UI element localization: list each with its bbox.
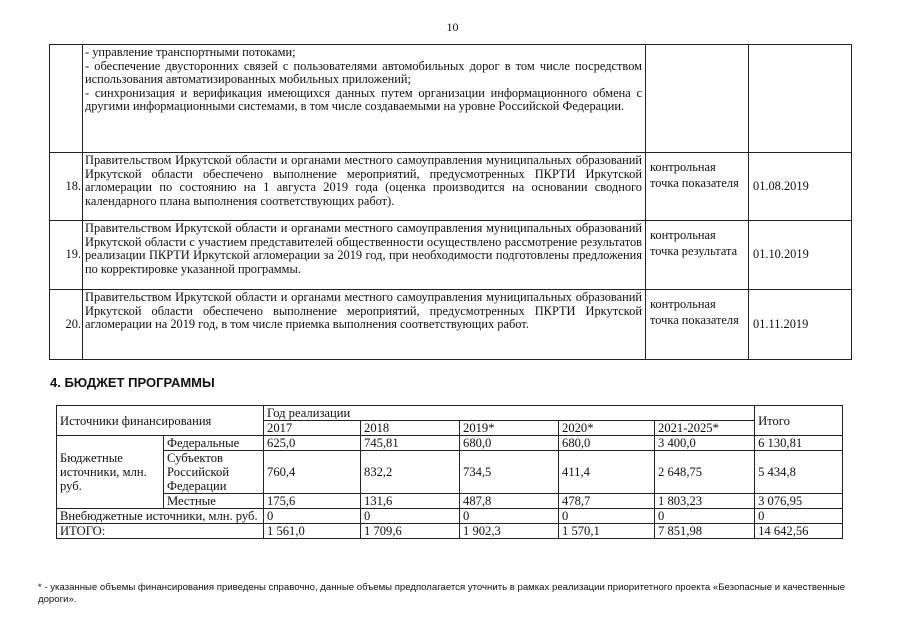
value-cell: 487,8 <box>460 494 559 509</box>
table-row <box>57 509 843 524</box>
row-description: Правительством Иркутской области и органами местного самоуправления муниципальных образований Иркутской области обеспечено выполнение мероприятий, предусмотренных ПКРТИ Иркутской агломерации на 2019 год, в том числе приемка выполнения соответствующих работ. <box>83 290 646 360</box>
table-row <box>57 494 843 509</box>
value-cell: 1 803,23 <box>655 494 755 509</box>
value-cell: 411,4 <box>559 451 655 494</box>
value-cell: 0 <box>361 509 460 524</box>
table-row <box>50 290 852 360</box>
continuation-cell <box>83 45 646 153</box>
value-cell: 760,4 <box>264 451 361 494</box>
value-cell: 0 <box>264 509 361 524</box>
value-cell: 478,7 <box>559 494 655 509</box>
budget-group-label: Бюджетные источники, млн. руб. <box>57 436 164 509</box>
budget-table <box>56 405 843 539</box>
year-header: Год реализации <box>264 406 755 421</box>
total-cell: 14 642,56 <box>755 524 843 539</box>
value-cell: 734,5 <box>460 451 559 494</box>
row-type: контрольная точка результата <box>646 221 749 290</box>
total-cell: 0 <box>755 509 843 524</box>
total-cell: 3 076,95 <box>755 494 843 509</box>
value-cell: 625,0 <box>264 436 361 451</box>
value-cell: 1 902,3 <box>460 524 559 539</box>
row-description: Правительством Иркутской области и органами местного самоуправления муниципальных образований Иркутской области с участием представителей общественности осуществлено рассмотрение результатов реализации ПКРТИ Иркутской агломерации за 2019 год, при необходимости подготовлены предложения по корректировке указанной программы. <box>83 221 646 290</box>
value-cell: 832,2 <box>361 451 460 494</box>
row-label: ИТОГО: <box>57 524 264 539</box>
value-cell: 0 <box>460 509 559 524</box>
value-cell: 680,0 <box>559 436 655 451</box>
value-cell: 2 648,75 <box>655 451 755 494</box>
row-date: 01.11.2019 <box>749 290 852 360</box>
year-cell: 2021-2025* <box>655 421 755 436</box>
year-cell: 2019* <box>460 421 559 436</box>
table-row <box>50 153 852 221</box>
list-item: - синхронизация и верификация имеющихся данных путем организации информационного обмена с другими информационными системами, в том числе создаваемыми на уровне Российской Федерации. <box>85 85 642 114</box>
section-title: 4. БЮДЖЕТ ПРОГРАММЫ <box>50 375 215 390</box>
list-item: - обеспечение двусторонних связей с пользователями автомобильных дорог в том числе посредством использования автоматизированных мобильных приложений; <box>85 58 642 87</box>
row-label: Федеральные <box>164 436 264 451</box>
value-cell: 1 561,0 <box>264 524 361 539</box>
value-cell: 1 570,1 <box>559 524 655 539</box>
table-row <box>50 221 852 290</box>
row-type: контрольная точка показателя <box>646 153 749 221</box>
year-cell: 2020* <box>559 421 655 436</box>
row-date: 01.08.2019 <box>749 153 852 221</box>
value-cell: 3 400,0 <box>655 436 755 451</box>
value-cell: 0 <box>655 509 755 524</box>
value-cell: 175,6 <box>264 494 361 509</box>
year-cell: 2018 <box>361 421 460 436</box>
value-cell: 745,81 <box>361 436 460 451</box>
value-cell: 680,0 <box>460 436 559 451</box>
sources-header: Источники финансирования <box>57 406 264 436</box>
row-label: Местные <box>164 494 264 509</box>
total-cell: 5 434,8 <box>755 451 843 494</box>
value-cell: 7 851,98 <box>655 524 755 539</box>
row-number: 20. <box>50 290 83 360</box>
value-cell: 1 709,6 <box>361 524 460 539</box>
total-header: Итого <box>755 406 843 436</box>
page-number: 10 <box>446 20 459 34</box>
table-row <box>57 524 843 539</box>
table-row <box>57 436 843 451</box>
value-cell: 0 <box>559 509 655 524</box>
row-number: 18. <box>50 153 83 221</box>
row-number: 19. <box>50 221 83 290</box>
total-cell: 6 130,81 <box>755 436 843 451</box>
tasks-table <box>49 44 852 360</box>
table-row <box>50 45 852 153</box>
list-item: - управление транспортными потоками; <box>85 45 296 59</box>
row-label: Субъектов Российской Федерации <box>164 451 264 494</box>
row-type: контрольная точка показателя <box>646 290 749 360</box>
year-cell: 2017 <box>264 421 361 436</box>
row-description: Правительством Иркутской области и органами местного самоуправления муниципальных образований Иркутской области обеспечено выполнение мероприятий, предусмотренных ПКРТИ Иркутской агломерации по состоянию на 1 августа 2019 года (оценка производится на основании сводного календарного плана выполнения соответствующих работ). <box>83 153 646 221</box>
table-row <box>57 406 843 421</box>
table-row <box>57 451 843 494</box>
row-date: 01.10.2019 <box>749 221 852 290</box>
value-cell: 131,6 <box>361 494 460 509</box>
footnote: * - указанные объемы финансирования приведены справочно, данные объемы предполагается уточнить в рамках реализации приоритетного проекта «Безопасные и качественные дороги». <box>38 582 846 605</box>
row-label: Внебюджетные источники, млн. руб. <box>57 509 264 524</box>
